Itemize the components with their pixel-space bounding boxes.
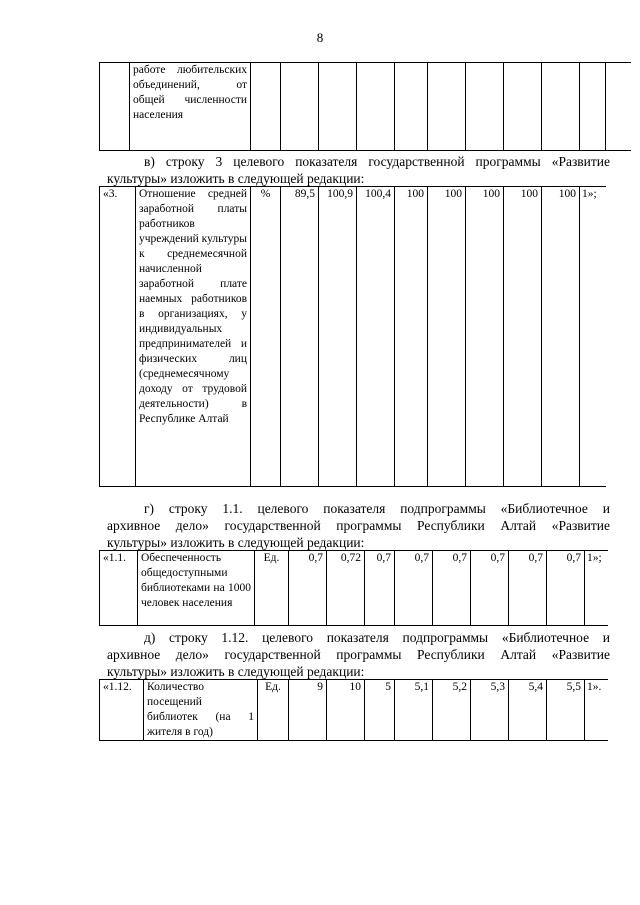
end-cell: 1»; <box>580 187 606 487</box>
value-cell: 0,7 <box>509 551 547 626</box>
table-continuation <box>99 62 631 151</box>
value-cell: 100 <box>466 187 504 487</box>
value-cell: 0,7 <box>365 551 395 626</box>
page-number: 8 <box>316 30 324 45</box>
value-cell <box>357 63 395 151</box>
value-cell <box>580 63 606 151</box>
instruction-v-line1: в) строку 3 целевого показателя государственной программы «Развитие <box>144 154 610 169</box>
description-cell: Обеспеченность общедоступными библиотеками на 1000 человек населения <box>138 551 255 626</box>
value-cell: 5,4 <box>509 680 547 741</box>
value-cell: 10 <box>327 680 365 741</box>
value-cell: 5,1 <box>395 680 433 741</box>
value-cell: 100 <box>428 187 466 487</box>
table-row <box>100 63 631 151</box>
value-cell: 100 <box>542 187 580 487</box>
num-cell: «1.1. <box>100 551 138 626</box>
description-cell: Отношение средней заработной платы работников учреждений культуры к среднемесячной начисленной заработной плате наемных работников в организациях, у индивидуальных предпринимателей и физических лиц (среднемесячному доходу от трудовой деятельности) в Республике Алтай <box>136 187 251 487</box>
value-cell <box>281 63 319 151</box>
end-cell: 1». <box>585 680 608 741</box>
value-cell: 5 <box>365 680 395 741</box>
value-cell: 5,5 <box>547 680 585 741</box>
end-cell: 1»; <box>585 551 608 626</box>
value-cell <box>542 63 580 151</box>
value-cell: 0,72 <box>327 551 365 626</box>
instruction-g-line3: культуры» изложить в следующей редакции: <box>107 535 365 550</box>
value-cell: 9 <box>289 680 327 741</box>
value-cell: 100,9 <box>319 187 357 487</box>
instruction-g-line1: г) строку 1.1. целевого показателя подпрограммы «Библиотечное и <box>144 501 610 516</box>
value-cell <box>504 63 542 151</box>
description-cell: Количество посещений библиотек (на 1 жителя в год) <box>144 680 258 741</box>
instruction-d-line1: д) строку 1.12. целевого показателя подпрограммы «Библиотечное и <box>144 630 610 645</box>
value-cell: 89,5 <box>281 187 319 487</box>
instruction-g-line2: архивное дело» государственной программы Республики Алтай «Развитие <box>107 518 610 533</box>
num-cell: «3. <box>100 187 136 487</box>
table-row3 <box>99 186 631 487</box>
value-cell: 0,7 <box>547 551 585 626</box>
instruction-d-line3: культуры» изложить в следующей редакции: <box>107 664 365 679</box>
table-row1-1 <box>99 550 631 626</box>
table-row <box>100 551 631 626</box>
value-cell: 0,7 <box>471 551 509 626</box>
value-cell <box>319 63 357 151</box>
value-cell: 100 <box>504 187 542 487</box>
num-cell: «1.12. <box>100 680 144 741</box>
unit-cell: Ед. <box>258 680 289 741</box>
num-cell <box>100 63 130 151</box>
value-cell <box>466 63 504 151</box>
value-cell: 0,7 <box>289 551 327 626</box>
table-row <box>100 187 631 487</box>
value-cell <box>428 63 466 151</box>
value-cell: 100,4 <box>357 187 395 487</box>
description-cell: работе любительских объединений, от общей численности населения <box>130 63 251 151</box>
end-cell <box>606 63 631 151</box>
value-cell: 0,7 <box>433 551 471 626</box>
unit-cell: % <box>251 187 281 487</box>
unit-cell <box>251 63 281 151</box>
instruction-d-line2: архивное дело» государственной программы Республики Алтай «Развитие <box>107 647 610 662</box>
value-cell: 100 <box>395 187 428 487</box>
instruction-v-line2: культуры» изложить в следующей редакции: <box>107 171 365 186</box>
value-cell: 0,7 <box>395 551 433 626</box>
value-cell: 5,2 <box>433 680 471 741</box>
unit-cell: Ед. <box>255 551 289 626</box>
value-cell <box>395 63 428 151</box>
table-row1-12 <box>99 679 631 741</box>
table-row <box>100 680 631 741</box>
value-cell: 5,3 <box>471 680 509 741</box>
